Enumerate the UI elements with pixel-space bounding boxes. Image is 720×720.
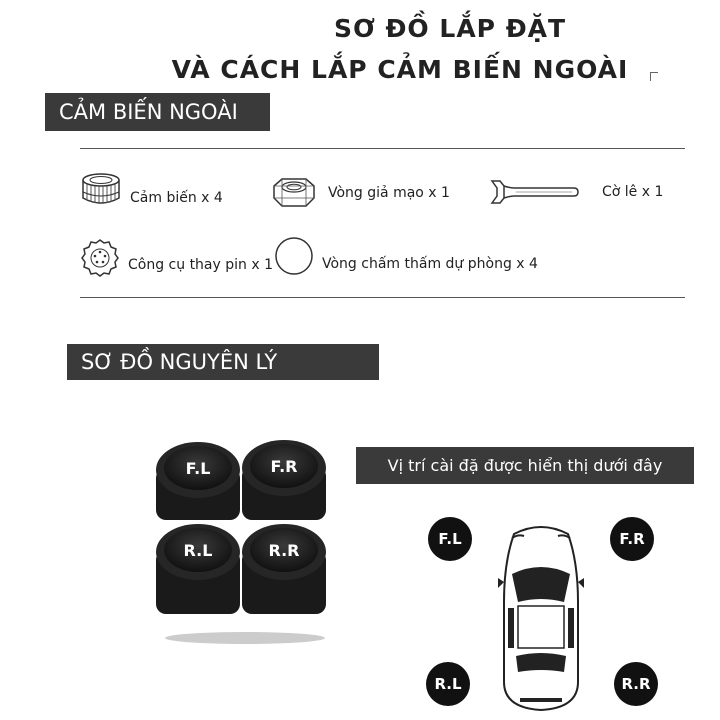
sensor-cap-label-rl: R.L	[183, 541, 213, 560]
title-line-1: SƠ ĐỒ LẮP ĐẶT	[333, 14, 567, 43]
battery-tool-icon	[80, 238, 120, 278]
item-wrench-label: Cờ lê x 1	[602, 184, 664, 200]
sensor-caps-group	[150, 438, 340, 648]
sensor-cap-rl	[156, 524, 240, 614]
item-spare-ring-label: Vòng chấm thấm dự phòng x 4	[322, 256, 538, 272]
title-line-2: VÀ CÁCH LẮP CẢM BIẾN NGOÀI	[171, 55, 629, 84]
position-badge-rl: R.L	[426, 662, 470, 706]
item-wrench	[488, 175, 663, 209]
position-badge-fl: F.L	[428, 517, 472, 561]
section-header-principle-diagram: SƠ ĐỒ NGUYÊN LÝ	[67, 344, 379, 380]
sensor-cap-label-fr: F.R	[270, 457, 298, 476]
item-tamper-ring	[268, 176, 450, 210]
hex-nut-icon	[268, 176, 320, 210]
wrench-icon	[488, 175, 580, 209]
position-banner: Vị trí cài đặ được hiển thị dưới đây	[356, 447, 694, 484]
item-sensor	[80, 170, 223, 212]
item-sensor-label: Cảm biến x 4	[130, 190, 223, 206]
divider-top	[80, 148, 685, 149]
position-badge-rr: R.R	[614, 662, 658, 706]
divider-bottom	[80, 297, 685, 298]
sensor-cap-fl	[156, 442, 240, 520]
sensor-cap-label-rr: R.R	[268, 541, 300, 560]
item-spare-ring	[274, 236, 538, 276]
section-header-external-sensor: CẢM BIẾN NGOÀI	[45, 93, 270, 131]
ring-icon	[274, 236, 314, 276]
item-battery-tool	[80, 238, 273, 278]
sensor-cap-rr	[242, 524, 326, 614]
item-battery-tool-label: Công cụ thay pin x 1	[128, 257, 273, 273]
sensor-cap-icon	[80, 170, 122, 212]
position-badge-fr: F.R	[610, 517, 654, 561]
corner-mark	[650, 72, 658, 81]
sensor-cap-fr	[242, 440, 326, 520]
sensor-cap-label-fl: F.L	[185, 459, 211, 478]
car-top-view-icon	[498, 522, 584, 712]
item-tamper-ring-label: Vòng giả mạo x 1	[328, 185, 450, 201]
